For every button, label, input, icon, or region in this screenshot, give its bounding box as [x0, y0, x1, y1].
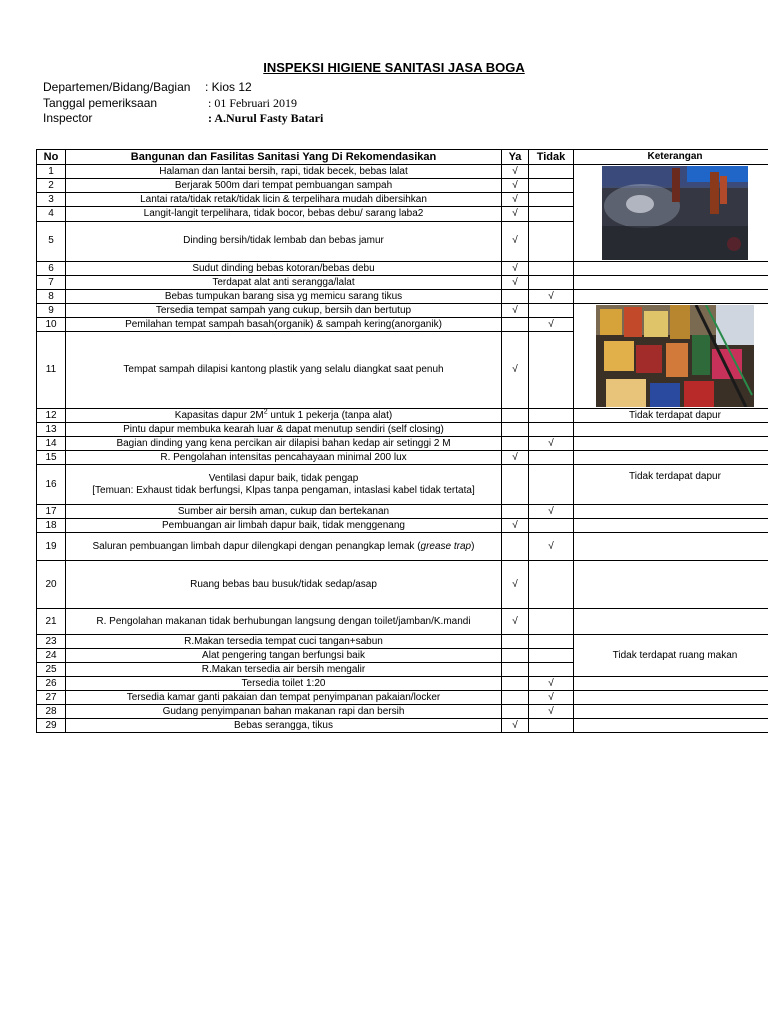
keterangan-cell	[574, 609, 768, 635]
row-text: Pemilahan tempat sampah basah(organik) & sampah kering(anorganik)	[66, 318, 502, 332]
row-text: Tersedia tempat sampah yang cukup, bersih dan bertutup	[66, 304, 502, 318]
row-text-tail: )	[471, 540, 475, 552]
row-ya	[502, 705, 529, 719]
row-ya	[502, 505, 529, 519]
keterangan-cell	[574, 519, 768, 533]
row-no: 2	[37, 179, 66, 193]
row-ya: √	[502, 221, 529, 261]
row-tidak	[529, 409, 574, 423]
table-row	[37, 423, 768, 437]
row-tidak	[529, 609, 574, 635]
row-tidak	[529, 179, 574, 193]
row-text: Terdapat alat anti serangga/lalat	[66, 276, 502, 290]
table-row	[37, 505, 768, 519]
row-text: Ruang bebas bau busuk/tidak sedap/asap	[66, 561, 502, 609]
row-text: R.Makan tersedia air bersih mengalir	[66, 663, 502, 677]
keterangan-cell	[574, 505, 768, 519]
row-no: 13	[37, 423, 66, 437]
keterangan-cell	[574, 677, 768, 691]
row-no: 28	[37, 705, 66, 719]
keterangan-no-dining-room: Tidak terdapat ruang makan	[574, 635, 768, 677]
row-no: 19	[37, 533, 66, 561]
row-text: Sudut dinding bebas kotoran/bebas debu	[66, 262, 502, 276]
row-text: R. Pengolahan makanan tidak berhubungan langsung dengan toilet/jamban/K.mandi	[66, 609, 502, 635]
row-tidak	[529, 465, 574, 505]
meta-label: Tanggal pemeriksaan	[43, 96, 158, 110]
row-no: 14	[37, 437, 66, 451]
row-text: Bagian dinding yang kena percikan air dilapisi bahan kedap air setinggi 2 M	[66, 437, 502, 451]
row-text: Sumber air bersih aman, cukup dan bertekanan	[66, 505, 502, 519]
inspection-table	[36, 149, 768, 733]
row-text-main: Kapasitas dapur 2M	[174, 409, 264, 421]
row-text-finding: [Temuan: Exhaust tidak berfungsi, Klpas tanpa pengaman, intaslasi kabel tidak tertata]	[92, 484, 475, 496]
row-no: 1	[37, 165, 66, 179]
row-text: Halaman dan lantai bersih, rapi, tidak becek, bebas lalat	[66, 165, 502, 179]
row-text: Bebas serangga, tikus	[66, 719, 502, 733]
row-text	[66, 533, 502, 561]
table-row	[37, 304, 768, 318]
keterangan-cell	[574, 451, 768, 465]
keterangan-cell	[574, 705, 768, 719]
table-row	[37, 465, 768, 505]
table-row	[37, 705, 768, 719]
row-no: 8	[37, 290, 66, 304]
row-ya	[502, 409, 529, 423]
header-keterangan: Keterangan	[574, 150, 768, 165]
row-no: 21	[37, 609, 66, 635]
keterangan-no-kitchen: Tidak terdapat dapur	[574, 465, 768, 505]
row-ya: √	[502, 193, 529, 207]
keterangan-cell	[574, 533, 768, 561]
row-tidak: √	[529, 318, 574, 332]
table-row	[37, 635, 768, 649]
row-tidak: √	[529, 505, 574, 519]
row-text	[66, 409, 502, 423]
row-ya	[502, 663, 529, 677]
row-ya: √	[502, 519, 529, 533]
row-text-main: Saluran pembuangan limbah dapur dilengkapi dengan penangkap lemak (	[92, 540, 421, 552]
row-ya	[502, 635, 529, 649]
row-tidak	[529, 193, 574, 207]
meta-label: Inspector	[43, 111, 93, 125]
row-no: 12	[37, 409, 66, 423]
row-ya: √	[502, 276, 529, 290]
header-item: Bangunan dan Fasilitas Sanitasi Yang Di Rekomendasikan	[66, 150, 502, 165]
keterangan-cell	[574, 561, 768, 609]
keterangan-cell	[574, 719, 768, 733]
row-no: 5	[37, 221, 66, 261]
row-ya: √	[502, 451, 529, 465]
row-tidak	[529, 561, 574, 609]
keterangan-no-kitchen: Tidak terdapat dapur	[574, 409, 768, 423]
meta-value: : A.Nurul Fasty Batari	[208, 111, 324, 125]
row-text: Alat pengering tangan berfungsi baik	[66, 649, 502, 663]
row-tidak	[529, 423, 574, 437]
row-tidak: √	[529, 290, 574, 304]
table-row	[37, 409, 768, 423]
row-text: Langit-langit terpelihara, tidak bocor, bebas debu/ sarang laba2	[66, 207, 502, 221]
row-ya: √	[502, 165, 529, 179]
row-no: 26	[37, 677, 66, 691]
row-no: 20	[37, 561, 66, 609]
row-ya: √	[502, 609, 529, 635]
row-text: Tersedia kamar ganti pakaian dan tempat penyimpanan pakaian/locker	[66, 691, 502, 705]
row-text: Lantai rata/tidak retak/tidak licin & terpelihara mudah dibersihkan	[66, 193, 502, 207]
row-text: R.Makan tersedia tempat cuci tangan+sabun	[66, 635, 502, 649]
keterangan-photo-cell	[574, 304, 768, 409]
keterangan-cell	[574, 262, 768, 276]
table-row	[37, 609, 768, 635]
row-tidak	[529, 519, 574, 533]
row-text-line: Ventilasi dapur baik, tidak pengap	[208, 472, 359, 484]
row-tidak	[529, 332, 574, 409]
ceiling-photo-image	[602, 166, 748, 260]
row-ya	[502, 691, 529, 705]
row-ya	[502, 290, 529, 304]
row-ya: √	[502, 304, 529, 318]
row-tidak	[529, 451, 574, 465]
row-no: 23	[37, 635, 66, 649]
table-row	[37, 276, 768, 290]
table-row	[37, 533, 768, 561]
row-tidak	[529, 207, 574, 221]
row-text: Gudang penyimpanan bahan makanan rapi dan bersih	[66, 705, 502, 719]
row-ya	[502, 423, 529, 437]
row-text: Tempat sampah dilapisi kantong plastik yang selalu diangkat saat penuh	[66, 332, 502, 409]
row-ya: √	[502, 719, 529, 733]
table-row	[37, 519, 768, 533]
storage-photo-image	[596, 305, 754, 407]
row-tidak	[529, 165, 574, 179]
header-no: No	[37, 150, 66, 165]
row-ya: √	[502, 179, 529, 193]
row-ya: √	[502, 332, 529, 409]
row-no: 9	[37, 304, 66, 318]
row-tidak: √	[529, 705, 574, 719]
table-row	[37, 290, 768, 304]
table-row	[37, 262, 768, 276]
row-no: 4	[37, 207, 66, 221]
keterangan-cell	[574, 423, 768, 437]
row-no: 27	[37, 691, 66, 705]
row-no: 11	[37, 332, 66, 409]
keterangan-cell	[574, 437, 768, 451]
row-no: 16	[37, 465, 66, 505]
row-text-tail: untuk 1 pekerja (tanpa alat)	[267, 409, 393, 421]
table-header-row	[37, 150, 768, 165]
header-tidak: Tidak	[529, 150, 574, 165]
row-tidak	[529, 276, 574, 290]
keterangan-cell	[574, 276, 768, 290]
row-no: 18	[37, 519, 66, 533]
row-text: Pintu dapur membuka kearah luar & dapat menutup sendiri (self closing)	[66, 423, 502, 437]
row-no: 24	[37, 649, 66, 663]
row-tidak: √	[529, 691, 574, 705]
row-ya	[502, 533, 529, 561]
row-ya: √	[502, 262, 529, 276]
table-row	[37, 437, 768, 451]
row-ya	[502, 649, 529, 663]
table-row	[37, 719, 768, 733]
row-ya: √	[502, 207, 529, 221]
meta-value: : Kios 12	[205, 80, 252, 94]
header-ya: Ya	[502, 150, 529, 165]
row-no: 25	[37, 663, 66, 677]
table-row	[37, 677, 768, 691]
row-text: R. Pengolahan intensitas pencahayaan minimal 200 lux	[66, 451, 502, 465]
table-row	[37, 165, 768, 179]
row-tidak	[529, 663, 574, 677]
row-tidak	[529, 719, 574, 733]
document-title: INSPEKSI HIGIENE SANITASI JASA BOGA	[263, 60, 525, 75]
row-text-superscript: 2	[263, 408, 268, 416]
row-ya	[502, 318, 529, 332]
row-tidak: √	[529, 437, 574, 451]
row-tidak	[529, 635, 574, 649]
row-text: Bebas tumpukan barang sisa yg memicu sarang tikus	[66, 290, 502, 304]
row-no: 7	[37, 276, 66, 290]
table-row	[37, 561, 768, 609]
row-ya: √	[502, 561, 529, 609]
row-no: 3	[37, 193, 66, 207]
meta-value: : 01 Februari 2019	[208, 96, 297, 110]
row-no: 10	[37, 318, 66, 332]
row-ya	[502, 437, 529, 451]
row-ya	[502, 677, 529, 691]
keterangan-cell	[574, 290, 768, 304]
row-text: Dinding bersih/tidak lembab dan bebas jamur	[66, 221, 502, 261]
keterangan-photo-cell	[574, 165, 768, 262]
row-no: 17	[37, 505, 66, 519]
row-tidak: √	[529, 533, 574, 561]
row-text	[66, 465, 502, 505]
row-no: 6	[37, 262, 66, 276]
row-no: 15	[37, 451, 66, 465]
row-text-italic: grease trap	[420, 540, 472, 552]
row-text: Berjarak 500m dari tempat pembuangan sampah	[66, 179, 502, 193]
row-tidak	[529, 649, 574, 663]
row-text: Tersedia toilet 1:20	[66, 677, 502, 691]
table-row	[37, 451, 768, 465]
row-text: Pembuangan air limbah dapur baik, tidak menggenang	[66, 519, 502, 533]
row-tidak	[529, 221, 574, 261]
meta-label: Departemen/Bidang/Bagian	[43, 80, 191, 94]
row-tidak	[529, 304, 574, 318]
row-tidak: √	[529, 677, 574, 691]
row-tidak	[529, 262, 574, 276]
keterangan-cell	[574, 691, 768, 705]
row-ya	[502, 465, 529, 505]
row-no: 29	[37, 719, 66, 733]
table-row	[37, 691, 768, 705]
